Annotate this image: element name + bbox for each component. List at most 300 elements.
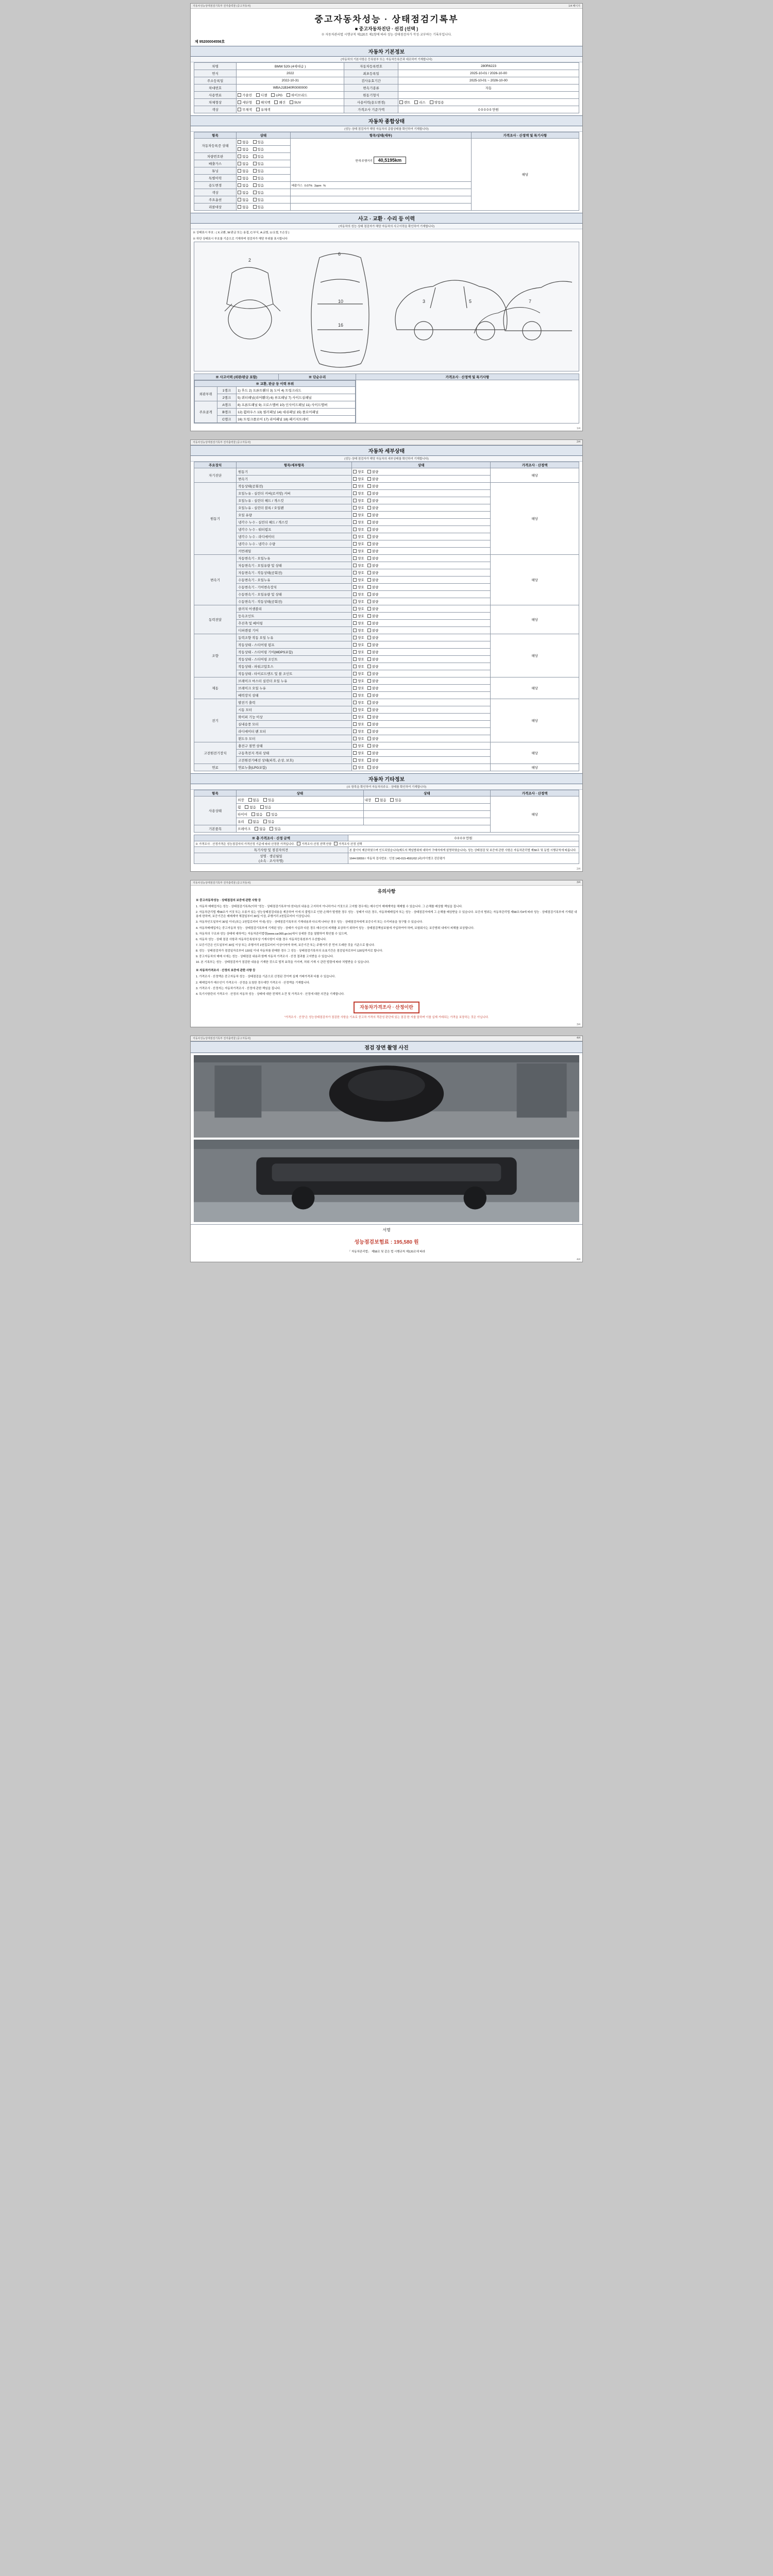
detail-item-2-6: 수동변속기 - 작동상태(공회전): [237, 598, 352, 605]
detail-state-2-2[interactable]: [352, 569, 491, 577]
detail-opt-label: 양호: [358, 744, 364, 748]
detail-state-1-8[interactable]: [352, 540, 491, 548]
notice-item2-3: 4. 특기사항란의 가격조사 · 산정의 자동차 성능 · 상태에 대한 전체적 소견 및 가격조사 · 산정에 대한 의견을 기재합니다.: [196, 992, 345, 996]
checkbox-detail-4-3-1[interactable]: [367, 657, 371, 661]
overall-opt-3a: 없음: [242, 162, 249, 166]
overall-row-label-8: 주요옵션: [194, 196, 237, 204]
detail-state-1-1[interactable]: [352, 490, 491, 497]
checkbox-detail-6-0-1[interactable]: [367, 701, 371, 704]
basic-value2-4: [398, 92, 579, 99]
basic-body-checks[interactable]: [237, 99, 344, 106]
checkbox-detail-0-1-1[interactable]: [367, 477, 371, 481]
detail-opt-label: 불량: [372, 730, 379, 734]
basic-label-1: 연식: [194, 70, 237, 77]
checkbox-detail-2-5-1[interactable]: [367, 592, 371, 596]
etc-row-0b[interactable]: [363, 796, 491, 804]
checkbox-overall-1a[interactable]: [238, 147, 241, 151]
etc-row-1[interactable]: [237, 804, 364, 811]
price-note-row[interactable]: [194, 841, 579, 847]
checkbox-etc-1a[interactable]: [245, 805, 248, 809]
checkbox-detail-6-5-1[interactable]: [367, 737, 371, 740]
overall-row-label-5: 특별이력: [194, 175, 237, 182]
overall-row-opts-6[interactable]: [237, 182, 291, 189]
detail-price-7: 해당: [491, 742, 579, 764]
checkbox-detail-6-5-0[interactable]: [353, 737, 357, 740]
inspection-photo-2[interactable]: [194, 1140, 579, 1222]
detail-state-6-2[interactable]: [352, 714, 491, 721]
page-title: 중고자동차성능 · 상태점검기록부: [314, 14, 459, 24]
doc-number-label: 제: [195, 40, 198, 44]
overall-row-opts-9[interactable]: [237, 204, 291, 211]
checkbox-detail-4-4-1[interactable]: [367, 665, 371, 668]
detail-opt-label: 양호: [358, 759, 364, 762]
checkbox-price-a[interactable]: [297, 842, 300, 845]
checkbox-detail-3-3-1[interactable]: [367, 629, 371, 632]
checkbox-detail-0-0-0[interactable]: [353, 470, 357, 473]
detail-state-0-0[interactable]: [352, 468, 491, 476]
checkbox-detail-2-0-0[interactable]: [353, 556, 357, 560]
checkbox-body-2[interactable]: [274, 100, 278, 104]
top-bar-2: [191, 440, 582, 445]
checkbox-detail-4-1-0[interactable]: [353, 643, 357, 647]
checkbox-detail-1-2-1[interactable]: [367, 499, 371, 502]
checkbox-overall-4b[interactable]: [253, 169, 257, 173]
detail-opt-label: 양호: [358, 629, 364, 633]
checkbox-overall-8a[interactable]: [238, 198, 241, 201]
detail-price-6: 해당: [491, 699, 579, 742]
detail-opt-label: 양호: [358, 506, 364, 510]
checkbox-detail-1-9-0[interactable]: [353, 549, 357, 553]
checkbox-overall-2a[interactable]: [238, 155, 241, 158]
detail-state-5-1[interactable]: [352, 685, 491, 692]
overall-row-opts-4[interactable]: [237, 167, 291, 175]
notice-item-5: 6. 자동차 성능 · 상태 점검 사항과 자동차등록원부상 기재사항이 다를 경우 자동차등록원부가 우선합니다.: [196, 938, 327, 941]
detail-state-2-1[interactable]: [352, 562, 491, 569]
checkbox-detail-6-2-0[interactable]: [353, 715, 357, 719]
checkbox-detail-1-6-1[interactable]: [367, 528, 371, 531]
detail-state-5-0[interactable]: [352, 677, 491, 685]
detail-opt-label: 양호: [358, 579, 364, 582]
detail-opt-label: 양호: [358, 514, 364, 517]
detail-col-4: 가격조사 · 산정액: [491, 462, 579, 468]
mileage-label: 현재 주행거리: [355, 159, 373, 163]
etc-base-row[interactable]: [237, 825, 491, 833]
checkbox-base-b[interactable]: [270, 827, 273, 831]
detail-state-3-0[interactable]: [352, 605, 491, 613]
checkbox-detail-2-6-1[interactable]: [367, 600, 371, 603]
basic-fuel-checks[interactable]: [237, 92, 344, 99]
detail-state-7-2[interactable]: [352, 757, 491, 764]
checkbox-detail-6-1-1[interactable]: [367, 708, 371, 711]
etc-base-opt-b: 있음: [274, 827, 281, 831]
detail-state-3-2[interactable]: [352, 620, 491, 627]
detail-item-1-8: 냉각수 누수 - 냉각수 수량: [237, 540, 352, 548]
checkbox-detail-6-2-1[interactable]: [367, 715, 371, 719]
checkbox-detail-7-2-0[interactable]: [353, 758, 357, 762]
detail-opt-label: 불량: [372, 708, 379, 712]
detail-item-1-1: 오일누유 - 실린더 커버(로커암) 커버: [237, 490, 352, 497]
checkbox-detail-1-6-0[interactable]: [353, 528, 357, 531]
checkbox-detail-2-4-1[interactable]: [367, 585, 371, 589]
overall-row-opts-3[interactable]: [237, 160, 291, 167]
etc-opt-1a: 없음: [249, 806, 256, 809]
checkbox-detail-2-1-0[interactable]: [353, 564, 357, 567]
page-tag-1: 1/4: [577, 427, 580, 430]
checkbox-etc-3b[interactable]: [263, 820, 267, 823]
checkbox-body-3[interactable]: [290, 100, 293, 104]
detail-opt-label: 불량: [372, 622, 379, 625]
checkbox-detail-4-5-1[interactable]: [367, 672, 371, 675]
inspection-fee: 성능점검보험료 : 195,580 원: [354, 1240, 419, 1246]
checkbox-overall-7a[interactable]: [238, 191, 241, 194]
checkbox-usage-2[interactable]: [430, 100, 433, 104]
checkbox-overall-8b[interactable]: [253, 198, 257, 201]
checkbox-detail-1-0-1[interactable]: [367, 484, 371, 488]
checkbox-overall-6b[interactable]: [253, 183, 257, 187]
checkbox-etc-0a[interactable]: [248, 798, 252, 802]
detail-opt-label: 양호: [358, 593, 364, 597]
checkbox-detail-2-1-1[interactable]: [367, 564, 371, 567]
detail-item-1-0: 작동상태(공회전): [237, 483, 352, 490]
checkbox-detail-7-0-1[interactable]: [367, 744, 371, 748]
checkbox-overall-0b[interactable]: [253, 140, 257, 144]
basic-usage-checks[interactable]: [398, 99, 579, 106]
basic-color-checks[interactable]: [237, 106, 344, 113]
checkbox-detail-7-2-1[interactable]: [367, 758, 371, 762]
price-summary-table: [194, 835, 579, 864]
etc-name-2: 타이어: [238, 813, 247, 817]
checkbox-detail-4-2-1[interactable]: [367, 650, 371, 654]
basic-price-label: 가격조사 기준가액: [344, 106, 398, 113]
detail-state-4-4[interactable]: [352, 663, 491, 670]
detail-state-1-2[interactable]: [352, 497, 491, 504]
checkbox-detail-4-4-0[interactable]: [353, 665, 357, 668]
checkbox-detail-3-1-1[interactable]: [367, 614, 371, 618]
checkbox-detail-4-0-0[interactable]: [353, 636, 357, 639]
checkbox-detail-1-8-1[interactable]: [367, 542, 371, 546]
overall-row-label-9: 리콜대상: [194, 204, 237, 211]
checkbox-detail-6-1-0[interactable]: [353, 708, 357, 711]
detail-opt-label: 불량: [372, 492, 379, 496]
detail-state-6-0[interactable]: [352, 699, 491, 706]
checkbox-detail-1-4-1[interactable]: [367, 513, 371, 517]
detail-state-2-4[interactable]: [352, 584, 491, 591]
notice-item-2: 3. 자동차인도일부터 30일 이내 (또는 2천킬로미터 이내) 성능 · 상태점검기록부의 기재내용과 다르게 나타난 경우 성능 · 상태점검자에게 보증수리 또는 수리비용을 청구할 수 있습니다.: [196, 921, 423, 924]
table-row: [194, 605, 579, 613]
overall-opt-1a: 없음: [242, 148, 249, 151]
overall-row-opts-7[interactable]: [237, 189, 291, 196]
overall-col-price: 가격조사 · 산정액 및 특기사항: [471, 132, 579, 139]
detail-opt-label: 불량: [372, 629, 379, 633]
overall-opt-1b: 있음: [257, 148, 264, 151]
notice-body: [191, 895, 582, 1023]
top-bar-right-3: 3/4: [577, 881, 580, 884]
detail-state-1-6[interactable]: [352, 526, 491, 533]
notice-item-9: 10. 본 기록부는 성능 · 상태점검자가 점검한 내용을 기재한 것으로 법적 효력을 가지며, 허위 기재 시 관련 법령에 따라 처벌받을 수 있습니다.: [196, 961, 370, 964]
etc-row-2[interactable]: [237, 811, 364, 818]
checkbox-detail-3-2-1[interactable]: [367, 621, 371, 625]
checkbox-detail-1-7-0[interactable]: [353, 535, 357, 538]
checkbox-detail-4-5-0[interactable]: [353, 672, 357, 675]
checkbox-detail-3-0-1[interactable]: [367, 607, 371, 611]
emission-cell: [290, 182, 471, 189]
checkbox-detail-7-1-0[interactable]: [353, 751, 357, 755]
checkbox-detail-5-1-1[interactable]: [367, 686, 371, 690]
detail-opt-label: 불량: [372, 672, 379, 676]
svg-text:6: 6: [338, 251, 341, 257]
checkbox-detail-1-8-0[interactable]: [353, 542, 357, 546]
checkbox-etc-1b[interactable]: [260, 805, 264, 809]
checkbox-detail-7-0-0[interactable]: [353, 744, 357, 748]
inspection-photo-1[interactable]: [194, 1055, 579, 1138]
detail-opt-label: 양호: [358, 701, 364, 705]
checkbox-detail-2-3-1[interactable]: [367, 578, 371, 582]
checkbox-overall-5a[interactable]: [238, 176, 241, 180]
car-damage-diagram[interactable]: [194, 242, 579, 371]
etc-row-3[interactable]: [237, 818, 364, 825]
detail-item-4-0: 동력조향 작동 오일 누유: [237, 634, 352, 641]
accident-rank-1-2: C랭크: [217, 416, 236, 423]
detail-state-4-0[interactable]: [352, 634, 491, 641]
checkbox-fuel-0[interactable]: [238, 93, 241, 97]
checkbox-detail-3-1-0[interactable]: [353, 614, 357, 618]
checkbox-etc-0d[interactable]: [390, 798, 394, 802]
detail-state-5-2[interactable]: [352, 692, 491, 699]
overall-row-opts-5[interactable]: [237, 175, 291, 182]
checkbox-detail-1-7-1[interactable]: [367, 535, 371, 538]
checkbox-etc-0c[interactable]: [375, 798, 379, 802]
checkbox-detail-5-1-0[interactable]: [353, 686, 357, 690]
etc-opt-2a: 없음: [256, 813, 263, 817]
basic-label-3: 차대번호: [194, 84, 237, 92]
etc-name-1: 휠: [238, 806, 241, 809]
detail-opt-label: 불량: [372, 658, 379, 662]
table-row: [194, 677, 579, 685]
checkbox-body-0[interactable]: [238, 100, 241, 104]
detail-opt-label: 양호: [358, 492, 364, 496]
detail-state-1-5[interactable]: [352, 519, 491, 526]
checkbox-detail-3-0-0[interactable]: [353, 607, 357, 611]
checkbox-overall-9a[interactable]: [238, 205, 241, 209]
section-note-detail: (성능·상태 점검자가 해당 자동차의 세부상태를 확인하여 기재합니다): [191, 456, 582, 462]
detail-opt-label: 불량: [372, 680, 379, 683]
detail-col-1: 주요장치: [194, 462, 237, 468]
checkbox-detail-5-0-0[interactable]: [353, 679, 357, 683]
checkbox-detail-4-1-1[interactable]: [367, 643, 371, 647]
detail-opt-label: 양호: [358, 528, 364, 532]
detail-state-4-3[interactable]: [352, 656, 491, 663]
checkbox-detail-2-4-0[interactable]: [353, 585, 357, 589]
detail-group-5: 제동: [194, 677, 237, 699]
detail-opt-label: 불량: [372, 557, 379, 561]
checkbox-detail-1-9-1[interactable]: [367, 549, 371, 553]
detail-col-3: 상태: [352, 462, 491, 468]
price-check-b: 가격조사·산정 선택: [338, 843, 362, 846]
detail-state-3-3[interactable]: [352, 627, 491, 634]
checkbox-overall-7b[interactable]: [253, 191, 257, 194]
doc-number: [191, 38, 582, 46]
mileage-value: 40,5195km: [374, 157, 407, 164]
detail-state-0-1[interactable]: [352, 476, 491, 483]
checkbox-usage-0[interactable]: [399, 100, 403, 104]
checkbox-detail-6-4-0[interactable]: [353, 730, 357, 733]
page-tag-2: 2/4: [577, 868, 580, 871]
detail-state-2-0[interactable]: [352, 555, 491, 562]
checkbox-overall-5b[interactable]: [253, 176, 257, 180]
checkbox-detail-2-6-0[interactable]: [353, 600, 357, 603]
checkbox-detail-7-1-1[interactable]: [367, 751, 371, 755]
checkbox-detail-1-5-0[interactable]: [353, 520, 357, 524]
checkbox-detail-1-0-0[interactable]: [353, 484, 357, 488]
checkbox-detail-1-2-0[interactable]: [353, 499, 357, 502]
basic-usage-label: 사용이력(용도변경): [344, 99, 398, 106]
accident-parts-table: [194, 374, 579, 423]
section-note-basic: (자동차의 기본사항은 등록원부 또는 자동차등록증과 대조하여 기재합니다): [191, 57, 582, 62]
detail-price-8: 해당: [491, 764, 579, 771]
checkbox-detail-0-1-0[interactable]: [353, 477, 357, 481]
detail-state-1-4[interactable]: [352, 512, 491, 519]
checkbox-etc-0b[interactable]: [263, 798, 267, 802]
checkbox-detail-6-0-0[interactable]: [353, 701, 357, 704]
checkbox-detail-4-0-1[interactable]: [367, 636, 371, 639]
overall-row-opts-8[interactable]: [237, 196, 291, 204]
checkbox-detail-6-3-0[interactable]: [353, 722, 357, 726]
checkbox-detail-2-0-1[interactable]: [367, 556, 371, 560]
checkbox-detail-1-3-1[interactable]: [367, 506, 371, 510]
accident-rank-0-0: 1랭크: [217, 387, 236, 394]
detail-opt-label: 불량: [372, 485, 379, 488]
checkbox-detail-5-2-0[interactable]: [353, 693, 357, 697]
checkbox-detail-1-3-0[interactable]: [353, 506, 357, 510]
checkbox-overall-3b[interactable]: [253, 162, 257, 165]
detail-state-6-3[interactable]: [352, 721, 491, 728]
checkbox-detail-6-4-1[interactable]: [367, 730, 371, 733]
checkbox-color-1[interactable]: [256, 108, 260, 111]
detail-state-8-0[interactable]: [352, 764, 491, 771]
detail-state-1-7[interactable]: [352, 533, 491, 540]
detail-group-6: 전기: [194, 699, 237, 742]
checkbox-detail-1-4-0[interactable]: [353, 513, 357, 517]
detail-state-1-9[interactable]: [352, 548, 491, 555]
checkbox-detail-5-2-1[interactable]: [367, 693, 371, 697]
checkbox-detail-1-5-1[interactable]: [367, 520, 371, 524]
checkbox-detail-6-3-1[interactable]: [367, 722, 371, 726]
checkbox-fuel-1[interactable]: [256, 93, 260, 97]
checkbox-detail-5-0-1[interactable]: [367, 679, 371, 683]
checkbox-overall-1b[interactable]: [253, 147, 257, 151]
checkbox-detail-4-3-0[interactable]: [353, 657, 357, 661]
detail-state-1-0[interactable]: [352, 483, 491, 490]
accident-mid-title: ※ 단순수리: [279, 374, 356, 380]
detail-state-7-0[interactable]: [352, 742, 491, 750]
detail-state-4-2[interactable]: [352, 649, 491, 656]
section-title-accident: 사고 · 교환 · 수리 등 이력: [191, 213, 582, 224]
detail-state-2-3[interactable]: [352, 577, 491, 584]
detail-state-6-5[interactable]: [352, 735, 491, 742]
accident-parts-header: ※ 교환, 판금 등 이력 부위: [195, 381, 356, 387]
checkbox-detail-8-0-0[interactable]: [353, 766, 357, 769]
checkbox-overall-0a[interactable]: [238, 140, 241, 144]
checkbox-fuel-3[interactable]: [287, 93, 290, 97]
detail-state-1-3[interactable]: [352, 504, 491, 512]
checkbox-etc-2a[interactable]: [251, 812, 255, 816]
checkbox-detail-2-2-1[interactable]: [367, 571, 371, 574]
overall-row-opts-2[interactable]: [237, 153, 291, 160]
detail-item-3-3: 디퍼렌셜 기어: [237, 627, 352, 634]
doc-number-value: 95200004556호: [199, 40, 225, 44]
detail-state-6-1[interactable]: [352, 706, 491, 714]
accident-parts-1-1: 12) 휠하우스 13) 필러패널 14) 대쉬패널 15) 플로어패널: [237, 409, 356, 416]
overall-opt-6a: 없음: [242, 184, 249, 188]
checkbox-detail-8-0-1[interactable]: [367, 766, 371, 769]
detail-state-4-1[interactable]: [352, 641, 491, 649]
section-title-basic: 자동차 기본정보: [191, 46, 582, 57]
overall-opt-8b: 있음: [257, 198, 264, 202]
checkbox-detail-1-1-0[interactable]: [353, 492, 357, 495]
top-bar-left: 자동차성능상태점검기록부 전자출력물 (중고자동차): [193, 5, 251, 8]
detail-opt-label: 양호: [358, 643, 364, 647]
overall-row-opts-0[interactable]: [237, 139, 291, 146]
overall-table: [194, 132, 579, 211]
checkbox-base-a[interactable]: [255, 827, 258, 831]
checkbox-detail-2-2-0[interactable]: [353, 571, 357, 574]
detail-state-2-6[interactable]: [352, 598, 491, 605]
checkbox-etc-3a[interactable]: [248, 820, 252, 823]
etc-row-0[interactable]: [237, 796, 364, 804]
checkbox-overall-9b[interactable]: [253, 205, 257, 209]
overall-opt-7b: 있음: [257, 191, 264, 195]
checkbox-usage-1[interactable]: [414, 100, 418, 104]
detail-opt-label: 양호: [358, 687, 364, 690]
overall-row-opts-1[interactable]: [237, 146, 291, 153]
checkbox-overall-6a[interactable]: [238, 183, 241, 187]
accident-parts-inner: [194, 380, 356, 423]
checkbox-overall-4a[interactable]: [238, 169, 241, 173]
detail-state-4-5[interactable]: [352, 670, 491, 677]
detail-item-3-2: 추진축 및 베어링: [237, 620, 352, 627]
checkbox-detail-3-2-0[interactable]: [353, 621, 357, 625]
detail-state-2-5[interactable]: [352, 591, 491, 598]
checkbox-detail-2-5-0[interactable]: [353, 592, 357, 596]
detail-state-3-1[interactable]: [352, 613, 491, 620]
checkbox-price-b[interactable]: [334, 842, 338, 845]
detail-opt-label: 불량: [372, 607, 379, 611]
etc-name-3: 유리: [238, 820, 244, 824]
detail-item-6-2: 와이퍼 기능 이상: [237, 714, 352, 721]
detail-state-6-4[interactable]: [352, 728, 491, 735]
checkbox-detail-4-2-0[interactable]: [353, 650, 357, 654]
basic-info-table: [194, 62, 579, 113]
detail-opt-label: 불량: [372, 600, 379, 604]
checkbox-etc-2b[interactable]: [266, 812, 270, 816]
checkbox-color-0[interactable]: [238, 108, 241, 111]
basic-value2-0: 280R6223: [398, 63, 579, 70]
table-row: [194, 468, 579, 476]
checkbox-fuel-2[interactable]: [271, 93, 275, 97]
checkbox-overall-3a[interactable]: [238, 162, 241, 165]
checkbox-detail-1-1-1[interactable]: [367, 492, 371, 495]
checkbox-detail-0-0-1[interactable]: [367, 470, 371, 473]
checkbox-overall-2b[interactable]: [253, 155, 257, 158]
checkbox-detail-3-3-0[interactable]: [353, 629, 357, 632]
checkbox-body-1[interactable]: [256, 100, 260, 104]
detail-item-2-0: 자동변속기 - 오일누유: [237, 555, 352, 562]
checkbox-detail-2-3-0[interactable]: [353, 578, 357, 582]
detail-state-7-1[interactable]: [352, 750, 491, 757]
document-page: [0, 3, 773, 1262]
overall-opt-5b: 있음: [257, 177, 264, 180]
detail-item-2-3: 수동변속기 - 오일누유: [237, 577, 352, 584]
